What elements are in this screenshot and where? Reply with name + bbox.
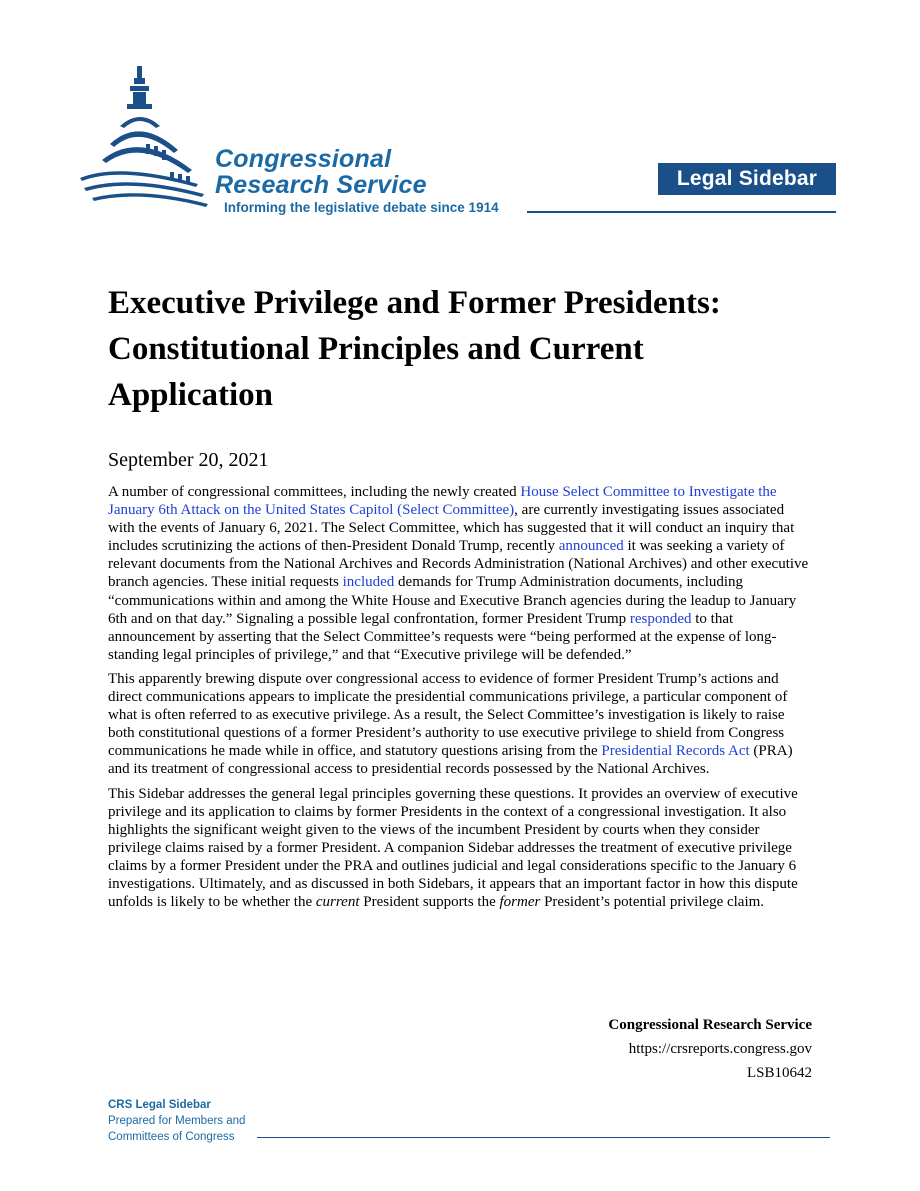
paragraph-1 <box>108 483 814 664</box>
publication-date: September 20, 2021 <box>108 449 269 471</box>
announced-link[interactable]: announced <box>558 538 624 555</box>
p1-text: it was seeking a variety of relevant documents from the National Archives and Records Administration (National Archives) and other executive branch agencies. These initial requests <box>108 538 809 591</box>
document-body <box>108 483 814 917</box>
header-divider <box>527 211 836 213</box>
select-committee-link[interactable]: House Select Committee to Investigate the January 6th Attack on the United States Capitol (Select Committee) <box>108 484 777 519</box>
crs-tagline: Informing the legislative debate since 1914 <box>224 200 499 215</box>
p3-text: President supports the <box>359 894 500 911</box>
footer-block <box>108 1097 245 1145</box>
report-code: LSB10642 <box>746 1065 812 1081</box>
responded-link[interactable]: responded <box>629 610 692 627</box>
presidential-records-act-link[interactable]: Presidential Records Act <box>601 743 750 760</box>
footer-divider <box>257 1137 830 1138</box>
crs-wordmark <box>215 146 427 198</box>
footer-line-2: Prepared for Members and <box>108 1115 246 1127</box>
paragraph-2 <box>108 670 814 779</box>
signature-url[interactable]: https://crsreports.congress.gov <box>628 1041 812 1057</box>
footer-line-3: Committees of Congress <box>108 1131 235 1143</box>
crs-wordmark-line1: Congressional <box>215 145 392 173</box>
p3-text: President’s potential privilege claim. <box>540 894 765 911</box>
signature-block <box>608 1013 812 1085</box>
footer-title: CRS Legal Sidebar <box>108 1099 211 1111</box>
signature-org: Congressional Research Service <box>608 1017 812 1033</box>
emphasis-former: former <box>499 894 541 911</box>
p1-text: , are currently investigating issues associated with the events of January 6, 2021. The Select Committee, which has suggested that it will conduct an inquiry that includes scrutinizing the actions of then-President Donald Trump, recently <box>108 502 795 555</box>
included-link[interactable]: included <box>342 574 395 591</box>
crs-wordmark-line2: Research Service <box>215 171 427 199</box>
paragraph-3 <box>108 785 814 912</box>
p1-text: demands for Trump Administration documents, including “communications within and among the White House and Executive Branch agencies during the leadup to January 6th and on that day.” Signaling a possible legal confrontation, former President Trump <box>108 574 797 627</box>
legal-sidebar-badge: Legal Sidebar <box>658 163 836 195</box>
emphasis-current: current <box>315 894 360 911</box>
document-title: Executive Privilege and Former Presidents: Constitutional Principles and Current Application <box>108 285 721 413</box>
p3-text: This Sidebar addresses the general legal principles governing these questions. It provides an overview of executive privilege and its application to claims by former Presidents in the context of a congressional investigation. It also highlights the significant weight given to the views of the incumbent President by courts when they consider privilege claims raised by a former President. A companion Sidebar addresses the treatment of executive privilege claims by a former President under the PRA and outlines judicial and legal considerations specific to the January 6 investigations. Ultimately, and as discussed in both Sidebars, it appears that an important factor in how this dispute unfolds is likely to be whether the <box>108 785 798 911</box>
p1-text: to that announcement by asserting that the Select Committee’s requests were “being performed at the expense of long-standing legal principles of privilege,” and that “Executive privilege will be defended.” <box>108 610 777 663</box>
p2-text: This apparently brewing dispute over congressional access to evidence of former President Trump’s actions and direct communications appears to implicate the presidential communications privilege, a particular component of what is often referred to as executive privilege. As a result, the Select Committee’s investigation is likely to raise both constitutional questions of a former President’s authority to use executive privilege to shield from Congress communications he made while in office, and statutory questions arising from the <box>108 670 788 760</box>
p1-text: A number of congressional committees, including the newly created <box>108 484 521 500</box>
p2-text: (PRA) and its treatment of congressional access to presidential records possessed by the National Archives. <box>108 743 793 778</box>
